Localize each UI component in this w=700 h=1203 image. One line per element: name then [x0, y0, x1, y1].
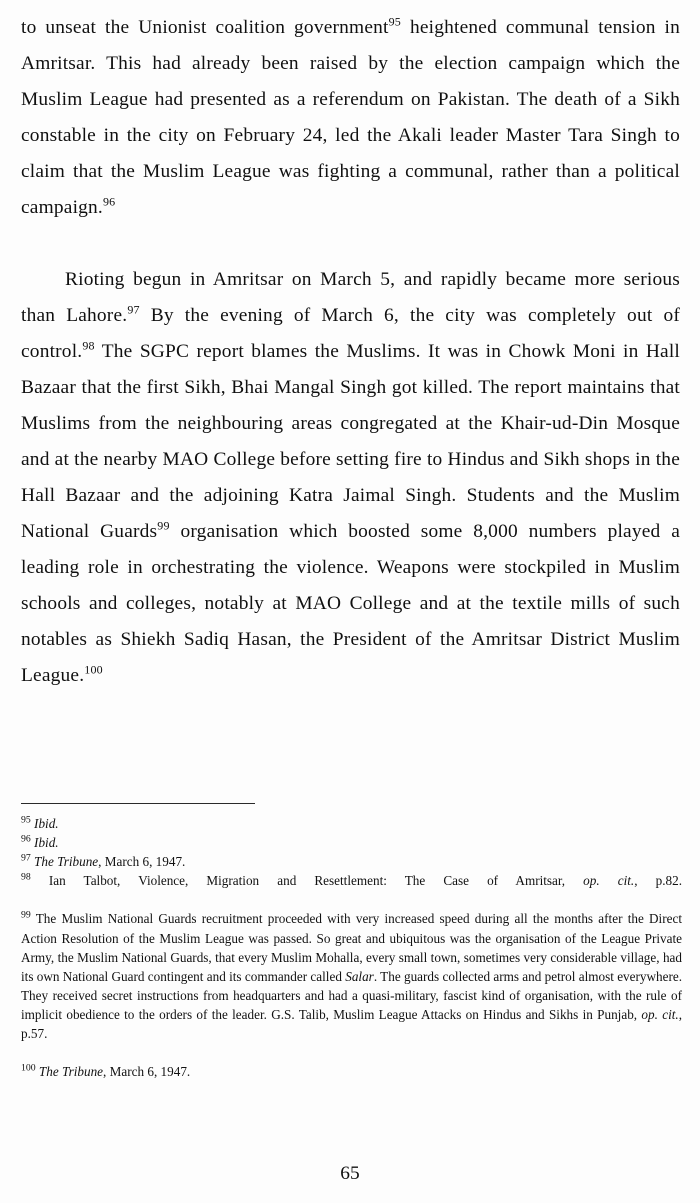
italic-title: op. cit. — [583, 873, 635, 889]
footnote-item: $^{97}$ The Tribune, March 6, 1947. — [21, 852, 186, 870]
body-paragraph: Rioting begun in Amritsar on March 5, and rapidly became more serious than Lahore.$^{97}$ By the evening of March 6, the city was completely out of control.$^{98}$ The SGPC report blames the Muslims. It was in Chowk Moni in Hall Bazaar that the first Sikh, Bhai Mangal Singh got killed. The report maintains that Muslims from the neighbouring areas congregated at the Khair-ud-Din Mosque and at the nearby MAO College before setting fire to Hindus and Sikh shops in the Hall Bazaar and the adjoining Katra Jaimal Singh. Students and the Muslim National Guards$^{99}$ organisation which boosted some 8,000 numbers played a leading role in orchestrating the violence. Weapons were stockpiled in Muslim schools and colleges, notably at MAO College and at the textile mills of such notables as Shiekh Sadiq Hasan, the President of the Amritsar District Muslim League.$^{100}$ — [21, 269, 681, 686]
footnote-reference[interactable]: 96 — [102, 194, 116, 209]
footnote-reference[interactable]: 100 — [84, 662, 103, 677]
footnote-number[interactable]: 98 — [21, 871, 31, 883]
footnotes-block — [21, 814, 682, 1081]
body-paragraph: to unseat the Unionist coalition government$^{95}$ heightened communal tension in Amritsar. This had already been raised by the election campaign which the Muslim League had presented as a referendum on Pakistan. The death of a Sikh constable in the city on February 24, led the Akali leader Master Tara Singh to claim that the Muslim League was fighting a communal, rather than a political campaign.$^{96}$ — [21, 14, 680, 218]
footnote-number[interactable]: 99 — [21, 910, 31, 922]
footnote-separator-rule — [21, 803, 255, 804]
italic-title: Salar — [345, 968, 374, 984]
italic-title: The Tribune — [34, 854, 99, 870]
footnote-number[interactable]: 95 — [21, 814, 31, 826]
body-text-block — [21, 10, 680, 730]
footnote-reference[interactable]: 99 — [157, 518, 170, 533]
footnote-number[interactable]: 97 — [21, 852, 31, 864]
footnote-item: $^{99}$ The Muslim National Guards recruitment proceeded with very increased speed during all the months after the Direct Action Resolution of the Muslim League was passed. So great and ubiquitous was the organisation of the League Private Army, the Muslim National Guards, that every Muslim Mohalla, every small town, sometimes very considerable village, had its own National Guard contingent and its commander called Salar. The guards collected arms and petrol almost everywhere. They received secret instructions from headquarters and had a quasi-military, fascist kind of organisation, with the rule of implicit obedience to the orders of the leader. G.S. Talib, Muslim League Attacks on Hindus and Sikhs in Punjab, op. cit., p.57. — [21, 910, 683, 1042]
italic-title: Ibid. — [34, 835, 59, 851]
footnote-item — [21, 833, 682, 852]
footnote-reference[interactable]: 95 — [388, 14, 402, 29]
page-number: 65 — [340, 1163, 360, 1184]
footnote-reference[interactable]: 97 — [127, 302, 140, 317]
italic-title: The Tribune — [38, 1064, 104, 1080]
footnote-reference[interactable]: 98 — [82, 338, 95, 353]
italic-title: op. cit. — [641, 1006, 679, 1022]
footnote-item: $^{98}$ Ian Talbot, Violence, Migration and Resettlement: The Case of Amritsar, op. cit., p.82. — [21, 871, 683, 889]
footnote-item: $^{100}$ The Tribune, March 6, 1947. — [21, 1062, 191, 1080]
footnote-number[interactable]: 96 — [21, 833, 31, 845]
italic-title: Ibid. — [34, 816, 59, 831]
footnote-number[interactable]: 100 — [21, 1062, 36, 1074]
footnote-item — [21, 814, 682, 833]
